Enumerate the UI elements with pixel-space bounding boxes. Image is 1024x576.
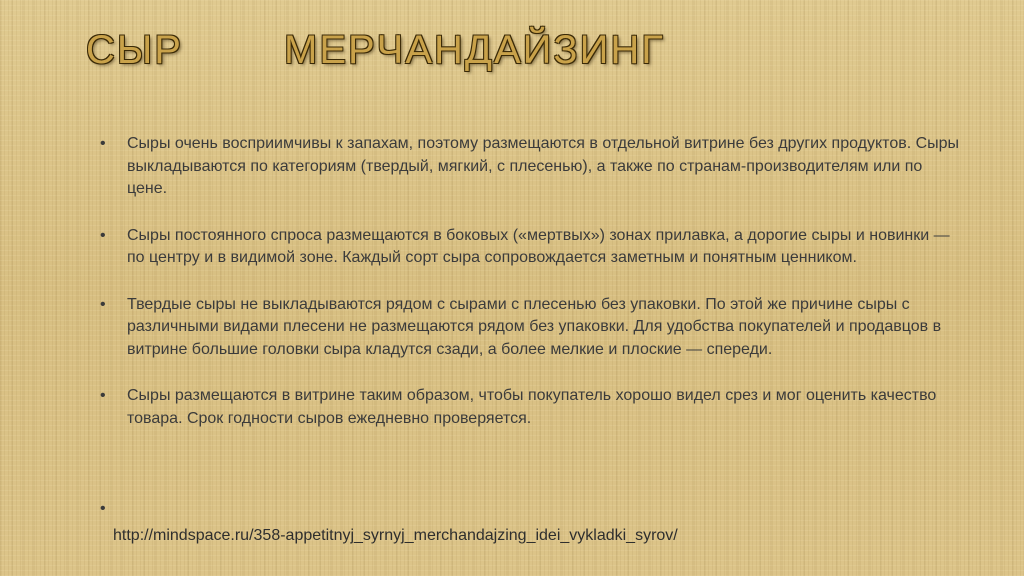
- bullet-list: [98, 133, 978, 454]
- slide-title: [86, 28, 966, 78]
- bullet-marker: •: [100, 135, 106, 152]
- bullet-marker: •: [100, 226, 106, 244]
- bullet-marker: •: [100, 295, 106, 313]
- title-word-cheese: СЫР: [86, 28, 183, 72]
- bullet-text: Сыры очень восприимчивы к запахам, поэтому размещаются в отдельной витрине без других продуктов. Сыры выкладываются по категориям (твердый, мягкий, с плесенью), а также по странам-производителям или по цене.: [127, 135, 960, 197]
- bullet-text: Сыры постоянного спроса размещаются в боковых («мертвых») зонах прилавка, а дорогие сыры и новинки — по центру и в видимой зоне. Каждый сорт сыра сопровождается заметным и понятным ценником.: [127, 226, 950, 266]
- title-word-merchandising: МЕРЧАНДАЙЗИНГ: [284, 28, 665, 72]
- bullet-marker: •: [100, 387, 106, 404]
- bullet-item: [98, 385, 978, 430]
- empty-bullet-marker: •: [100, 500, 106, 517]
- bullet-item: [98, 225, 978, 270]
- bullet-item: [98, 294, 978, 362]
- bullet-item: [98, 133, 978, 201]
- bullet-text: Сыры размещаются в витрине таким образом, чтобы покупатель хорошо видел срез и мог оценить качество товара. Срок годности сыров ежедневно проверяется.: [127, 387, 937, 427]
- bullet-text: Твердые сыры не выкладываются рядом с сырами с плесенью без упаковки. По этой же причине сыры с различными видами плесени не размещаются рядом без упаковки. Для удобства покупателей и продавцов в витрине большие головки сыра кладутся сзади, а более мелкие и плоские — спереди.: [127, 295, 942, 358]
- source-link[interactable]: http://mindspace.ru/358-appetitnyj_syrnyj_merchandajzing_idei_vykladki_syrov/: [113, 527, 678, 544]
